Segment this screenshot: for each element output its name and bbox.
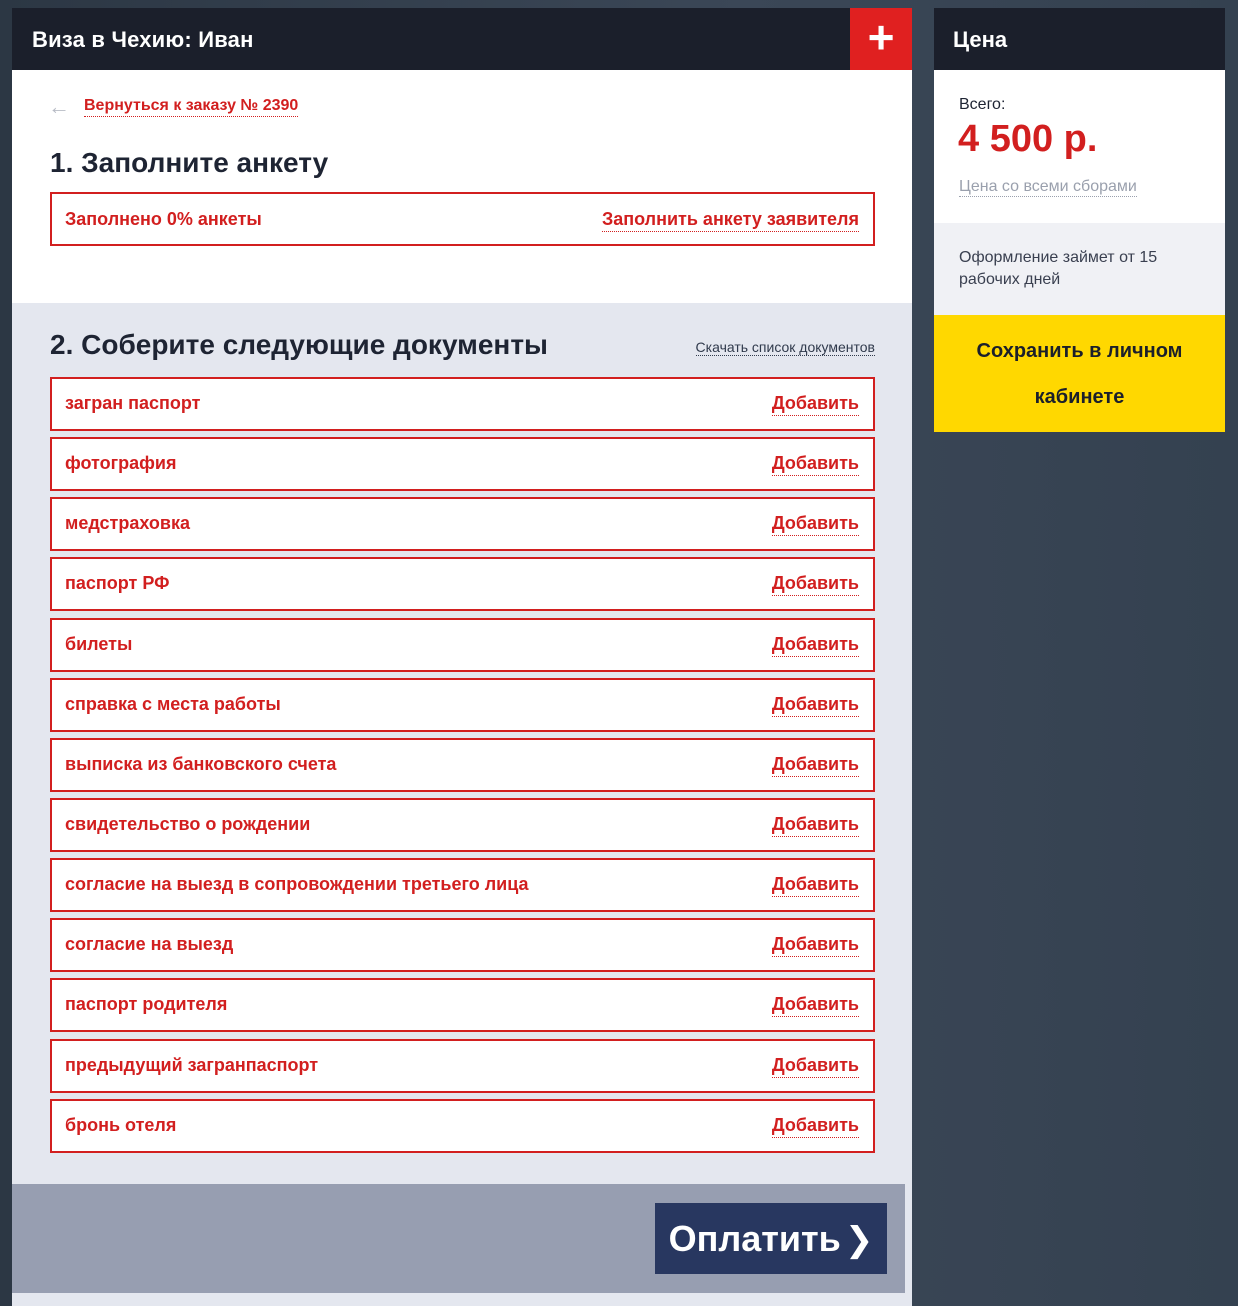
questionnaire-progress [50, 192, 875, 246]
pay-button-label: Оплатить [668, 1217, 841, 1259]
add-document-button[interactable]: Добавить [772, 453, 859, 476]
payment-bar [12, 1184, 905, 1293]
add-applicant-button[interactable] [850, 8, 912, 70]
add-document-button[interactable]: Добавить [772, 754, 859, 777]
document-row [50, 738, 875, 792]
questionnaire-title: 1. Заполните анкету [50, 147, 329, 178]
document-name: справка с места работы [65, 693, 281, 714]
add-document-button[interactable]: Добавить [772, 934, 859, 957]
save-button-label: Сохранить в личном кабинете [976, 339, 1183, 408]
document-row [50, 678, 875, 732]
processing-duration: Оформление займет от 15 рабочих дней [934, 223, 1225, 315]
add-document-button[interactable]: Добавить [772, 1055, 859, 1078]
documents-section [12, 303, 912, 1183]
total-label: Всего: [959, 96, 1006, 113]
download-documents-link[interactable]: Скачать список документов [695, 339, 875, 355]
price-title: Цена [934, 8, 1225, 70]
document-name: загран паспорт [65, 393, 201, 413]
document-name: медстраховка [65, 513, 190, 534]
document-row [50, 377, 875, 431]
total-value: 4 500 р. [958, 118, 1098, 160]
document-name: фотография [65, 453, 177, 474]
document-name: билеты [65, 633, 133, 654]
back-link-text[interactable]: Вернуться к заказу № 2390 [84, 97, 298, 117]
add-document-button[interactable]: Добавить [772, 393, 859, 416]
order-header [12, 8, 912, 70]
documents-list [50, 377, 875, 1159]
add-document-button[interactable]: Добавить [772, 874, 859, 897]
add-document-button[interactable]: Добавить [772, 513, 859, 536]
pay-button[interactable] [655, 1203, 887, 1274]
documents-title: 2. Соберите следующие документы [50, 329, 548, 360]
plus-icon: + [867, 11, 895, 63]
back-to-order-link[interactable] [48, 96, 298, 118]
document-row [50, 1039, 875, 1093]
fill-questionnaire-link[interactable]: Заполнить анкету заявителя [602, 209, 859, 232]
document-row [50, 557, 875, 611]
price-summary [934, 70, 1225, 223]
page-title: Виза в Чехию: Иван [32, 27, 254, 52]
fees-note-link[interactable]: Цена со всеми сборами [959, 178, 1137, 195]
document-row [50, 798, 875, 852]
progress-label: Заполнено 0% анкеты [65, 209, 262, 229]
document-row [50, 437, 875, 491]
arrow-left-icon: ← [48, 94, 70, 119]
document-row [50, 1099, 875, 1153]
document-row [50, 497, 875, 551]
save-to-account-button[interactable] [934, 315, 1225, 432]
document-name: согласие на выезд [65, 934, 234, 955]
document-name: свидетельство о рождении [65, 813, 311, 834]
order-panel [12, 8, 912, 1306]
document-row [50, 858, 875, 912]
document-name: бронь отеля [65, 1114, 177, 1135]
add-document-button[interactable]: Добавить [772, 634, 859, 657]
document-row [50, 978, 875, 1032]
document-row [50, 618, 875, 672]
add-document-button[interactable]: Добавить [772, 994, 859, 1017]
add-document-button[interactable]: Добавить [772, 814, 859, 837]
document-name: выписка из банковского счета [65, 753, 337, 774]
document-name: паспорт РФ [65, 573, 170, 594]
document-name: паспорт родителя [65, 994, 228, 1015]
add-document-button[interactable]: Добавить [772, 694, 859, 717]
document-name: предыдущий загранпаспорт [65, 1054, 319, 1075]
price-panel [934, 8, 1225, 432]
chevron-right-icon: ❯ [844, 1221, 874, 1259]
add-document-button[interactable]: Добавить [772, 573, 859, 596]
questionnaire-section [12, 70, 912, 303]
add-document-button[interactable]: Добавить [772, 1115, 859, 1138]
document-row [50, 918, 875, 972]
document-name: согласие на выезд в сопровождении третьего лица [65, 874, 529, 895]
